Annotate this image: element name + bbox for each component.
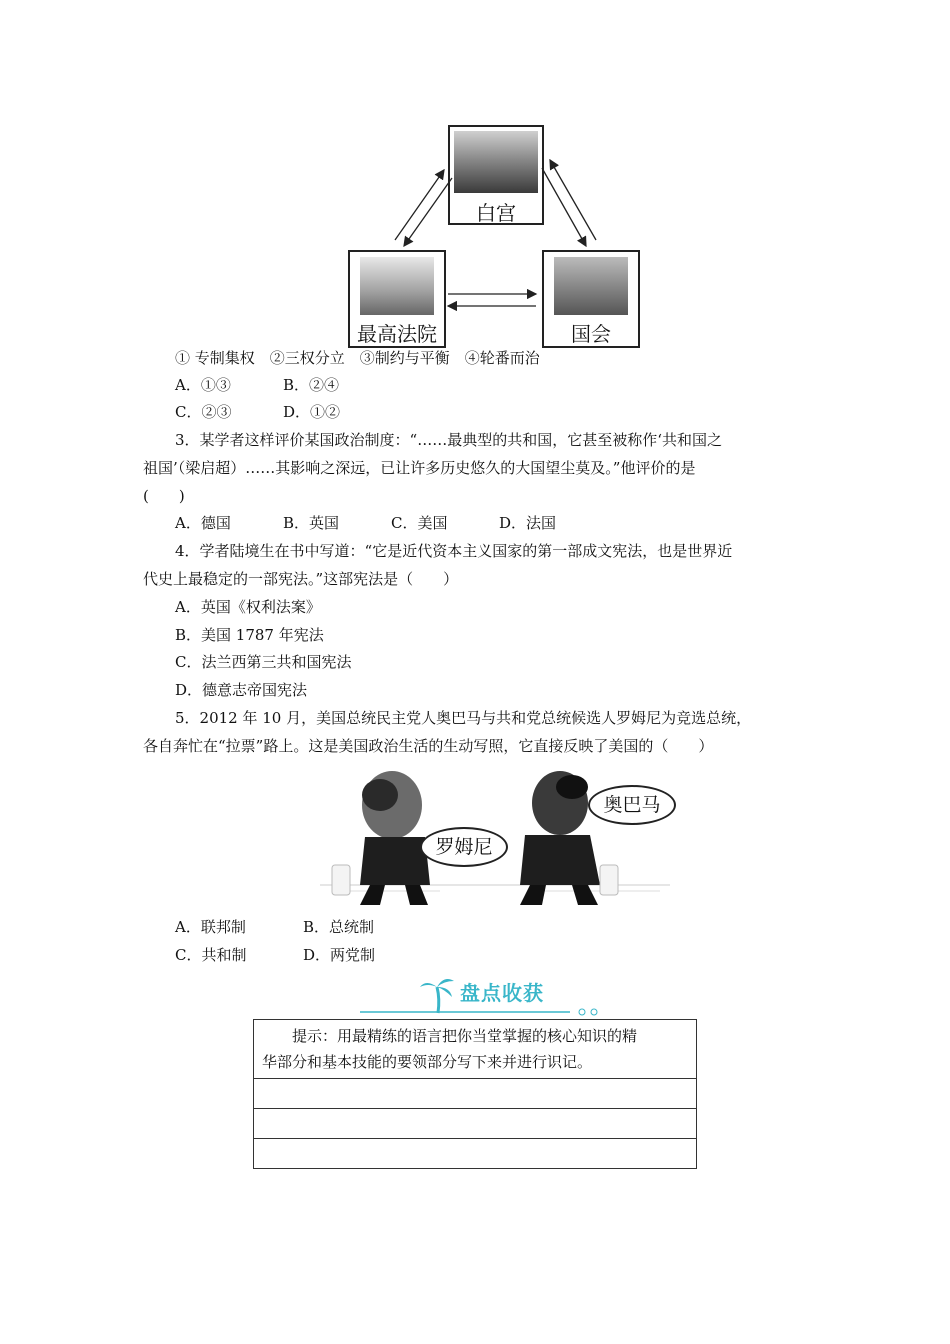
q5-option-b: B．总统制 [303, 918, 375, 936]
q2-option-a: A．①③ [175, 376, 231, 394]
header-underline [360, 1008, 610, 1016]
notes-row [254, 1079, 697, 1109]
q4-line2: 代史上最稳定的一部宪法。”这部宪法是（ ） [143, 570, 459, 588]
q2-options-row1 [175, 375, 339, 395]
supreme-court-label: 最高法院 [357, 322, 437, 346]
q3-options [175, 513, 556, 533]
q3-line2: 祖国’（梁启超）……其影响之深远，已让许多历史悠久的大国望尘莫及。”他评价的是 [143, 459, 696, 477]
romney-figure [332, 771, 430, 905]
q4-option-b: B．美国 1787 年宪法 [175, 626, 324, 644]
notes-row [254, 1139, 697, 1169]
q3-line1: 3．某学者这样评价某国政治制度：“……最典型的共和国，它甚至被称作‘共和国之 [175, 431, 722, 449]
q2-option-c: C．②③ [175, 403, 232, 421]
hint-line1: 提示：用最精练的语言把你当堂掌握的核心知识的精 [292, 1027, 638, 1045]
q5-line1: 5．2012 年 10 月，美国总统民主党人奥巴马与共和党总统候选人罗姆尼为竞选总统， [175, 709, 752, 727]
notes-cell-2[interactable] [254, 1109, 697, 1139]
summary-header [360, 975, 610, 1017]
campaign-cartoon [310, 765, 680, 913]
summary-title: 盘点收获 [460, 981, 544, 1005]
hint-cell [254, 1020, 697, 1079]
hint-line2: 华部分和基本技能的要领部分写下来并进行识记。 [262, 1053, 593, 1071]
q3-option-d: D．法国 [499, 514, 557, 532]
summary-notes-table [253, 1019, 697, 1169]
q3-line3: ( ) [143, 487, 185, 505]
q2-option-b: B．②④ [283, 376, 340, 394]
notes-row [254, 1109, 697, 1139]
q4-option-d: D．德意志帝国宪法 [175, 681, 308, 699]
q5-options-row2 [175, 945, 375, 965]
q4-option-c: C．法兰西第三共和国宪法 [175, 653, 352, 671]
q5-line2: 各自奔忙在“拉票”路上。这是美国政治生活的生动写照，它直接反映了美国的（ ） [143, 737, 714, 755]
q5-option-d: D．两党制 [303, 946, 376, 964]
q2-option-d: D．①② [283, 403, 341, 421]
romney-speech-bubble: 罗姆尼 [420, 827, 508, 867]
white-house-label: 白宫 [476, 201, 516, 225]
q5-option-a: A．联邦制 [175, 918, 246, 936]
q2-items: ① 专制集权 ②三权分立 ③制约与平衡 ④轮番而治 [175, 349, 540, 367]
notes-cell-3[interactable] [254, 1139, 697, 1169]
hint-row [254, 1020, 697, 1079]
congress-label: 国会 [571, 322, 611, 346]
q5-option-c: C．共和制 [175, 946, 247, 964]
q4-line1: 4．学者陆境生在书中写道：“它是近代资本主义国家的第一部成文宪法，也是世界近 [175, 542, 733, 560]
obama-speech-bubble: 奥巴马 [588, 785, 676, 825]
q3-option-c: C．美国 [391, 514, 448, 532]
arrow-whitehouse-to-congress [542, 168, 586, 246]
notes-cell-1[interactable] [254, 1079, 697, 1109]
arrow-whitehouse-to-court [404, 178, 452, 246]
arrow-congress-to-whitehouse [550, 160, 596, 240]
separation-of-powers-diagram [340, 120, 640, 350]
arrow-court-to-whitehouse [395, 170, 444, 240]
q3-option-a: A．德国 [175, 514, 231, 532]
q5-options-row1 [175, 917, 374, 937]
q4-option-a: A．英国《权利法案》 [175, 598, 321, 616]
q2-options-row2 [175, 402, 340, 422]
q3-option-b: B．英国 [283, 514, 340, 532]
diagram-arrows [340, 120, 640, 350]
